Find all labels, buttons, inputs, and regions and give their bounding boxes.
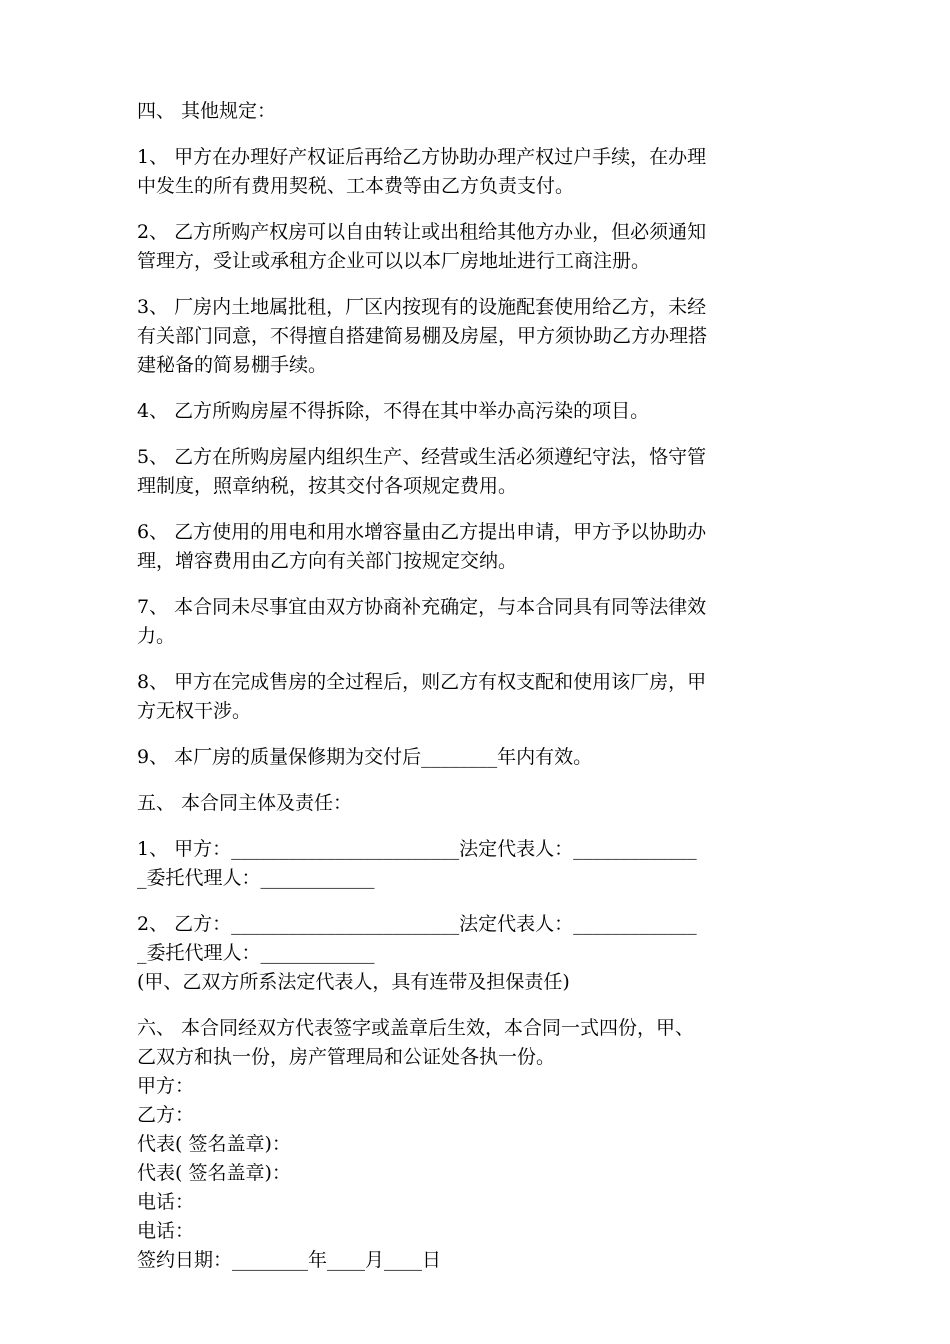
signature-party-a: 甲方： xyxy=(137,1075,195,1097)
party-a-line-1: 1、 甲方：________________________法定代表人：_____________ xyxy=(137,838,697,860)
party-a-line-2: _委托代理人：____________ xyxy=(137,867,375,889)
signing-date: 签约日期：________年____月____日 xyxy=(137,1249,442,1271)
clause-9-line-1: 9、 本厂房的质量保修期为交付后________年内有效。 xyxy=(137,746,593,768)
clause-3-line-3: 建秘备的简易棚手续。 xyxy=(137,354,328,376)
clause-7-line-2: 力。 xyxy=(137,625,176,647)
clause-2 xyxy=(137,218,827,276)
clause-5-line-2: 理制度，照章纳税，按其交付各项规定费用。 xyxy=(137,475,518,497)
clause-8-line-1: 8、 甲方在完成售房的全过程后，则乙方有权支配和使用该厂房，甲 xyxy=(137,671,707,693)
clause-8 xyxy=(137,668,827,726)
clause-7 xyxy=(137,593,827,651)
section-6-line-2: 乙双方和执一份，房产管理局和公证处各执一份。 xyxy=(137,1046,556,1068)
party-a-block xyxy=(137,835,827,893)
clause-4 xyxy=(137,397,827,426)
signature-party-b: 乙方： xyxy=(137,1104,195,1126)
clause-2-line-1: 2、 乙方所购产权房可以自由转让或出租给其他方办业，但必须通知 xyxy=(137,221,707,243)
clause-6-line-2: 理，增容费用由乙方向有关部门按规定交纳。 xyxy=(137,550,518,572)
clause-6-line-1: 6、 乙方使用的用电和用水增容量由乙方提出申请，甲方予以协助办 xyxy=(137,521,707,543)
clause-5 xyxy=(137,443,827,501)
clause-6 xyxy=(137,518,827,576)
clause-3 xyxy=(137,293,827,380)
liability-note: (甲、乙双方所系法定代表人，具有连带及担保责任) xyxy=(137,971,570,993)
contract-text xyxy=(137,97,827,1275)
section-6-block xyxy=(137,1014,827,1275)
representative-a: 代表( 签名盖章)： xyxy=(137,1133,291,1155)
phone-a: 电话： xyxy=(137,1191,195,1213)
clause-1 xyxy=(137,143,827,201)
section-6-line-1: 六、 本合同经双方代表签字或盖章后生效，本合同一式四份，甲、 xyxy=(137,1017,695,1039)
clause-9 xyxy=(137,743,827,772)
clause-7-line-1: 7、 本合同未尽事宜由双方协商补充确定，与本合同具有同等法律效 xyxy=(137,596,707,618)
section-4-heading: 四、 其他规定： xyxy=(137,100,277,122)
party-b-line-2: _委托代理人：____________ xyxy=(137,942,375,964)
party-b-block xyxy=(137,910,827,997)
party-b-line-1: 2、 乙方：________________________法定代表人：_____________ xyxy=(137,913,697,935)
clause-5-line-1: 5、 乙方在所购房屋内组织生产、经营或生活必须遵纪守法，恪守管 xyxy=(137,446,707,468)
clause-3-line-2: 有关部门同意，不得擅自搭建简易棚及房屋，甲方须协助乙方办理搭 xyxy=(137,325,708,347)
clause-2-line-2: 管理方，受让或承租方企业可以以本厂房地址进行工商注册。 xyxy=(137,250,651,272)
clause-1-line-1: 1、 甲方在办理好产权证后再给乙方协助办理产权过户手续，在办理 xyxy=(137,146,707,168)
clause-1-line-2: 中发生的所有费用契税、工本费等由乙方负责支付。 xyxy=(137,175,575,197)
representative-b: 代表( 签名盖章)： xyxy=(137,1162,291,1184)
clause-8-line-2: 方无权干涉。 xyxy=(137,700,252,722)
phone-b: 电话： xyxy=(137,1220,195,1242)
clause-4-line-1: 4、 乙方所购房屋不得拆除，不得在其中举办高污染的项目。 xyxy=(137,400,650,422)
section-5-heading: 五、 本合同主体及责任： xyxy=(137,792,353,814)
clause-3-line-1: 3、 厂房内土地属批租，厂区内按现有的设施配套使用给乙方，未经 xyxy=(137,296,707,318)
